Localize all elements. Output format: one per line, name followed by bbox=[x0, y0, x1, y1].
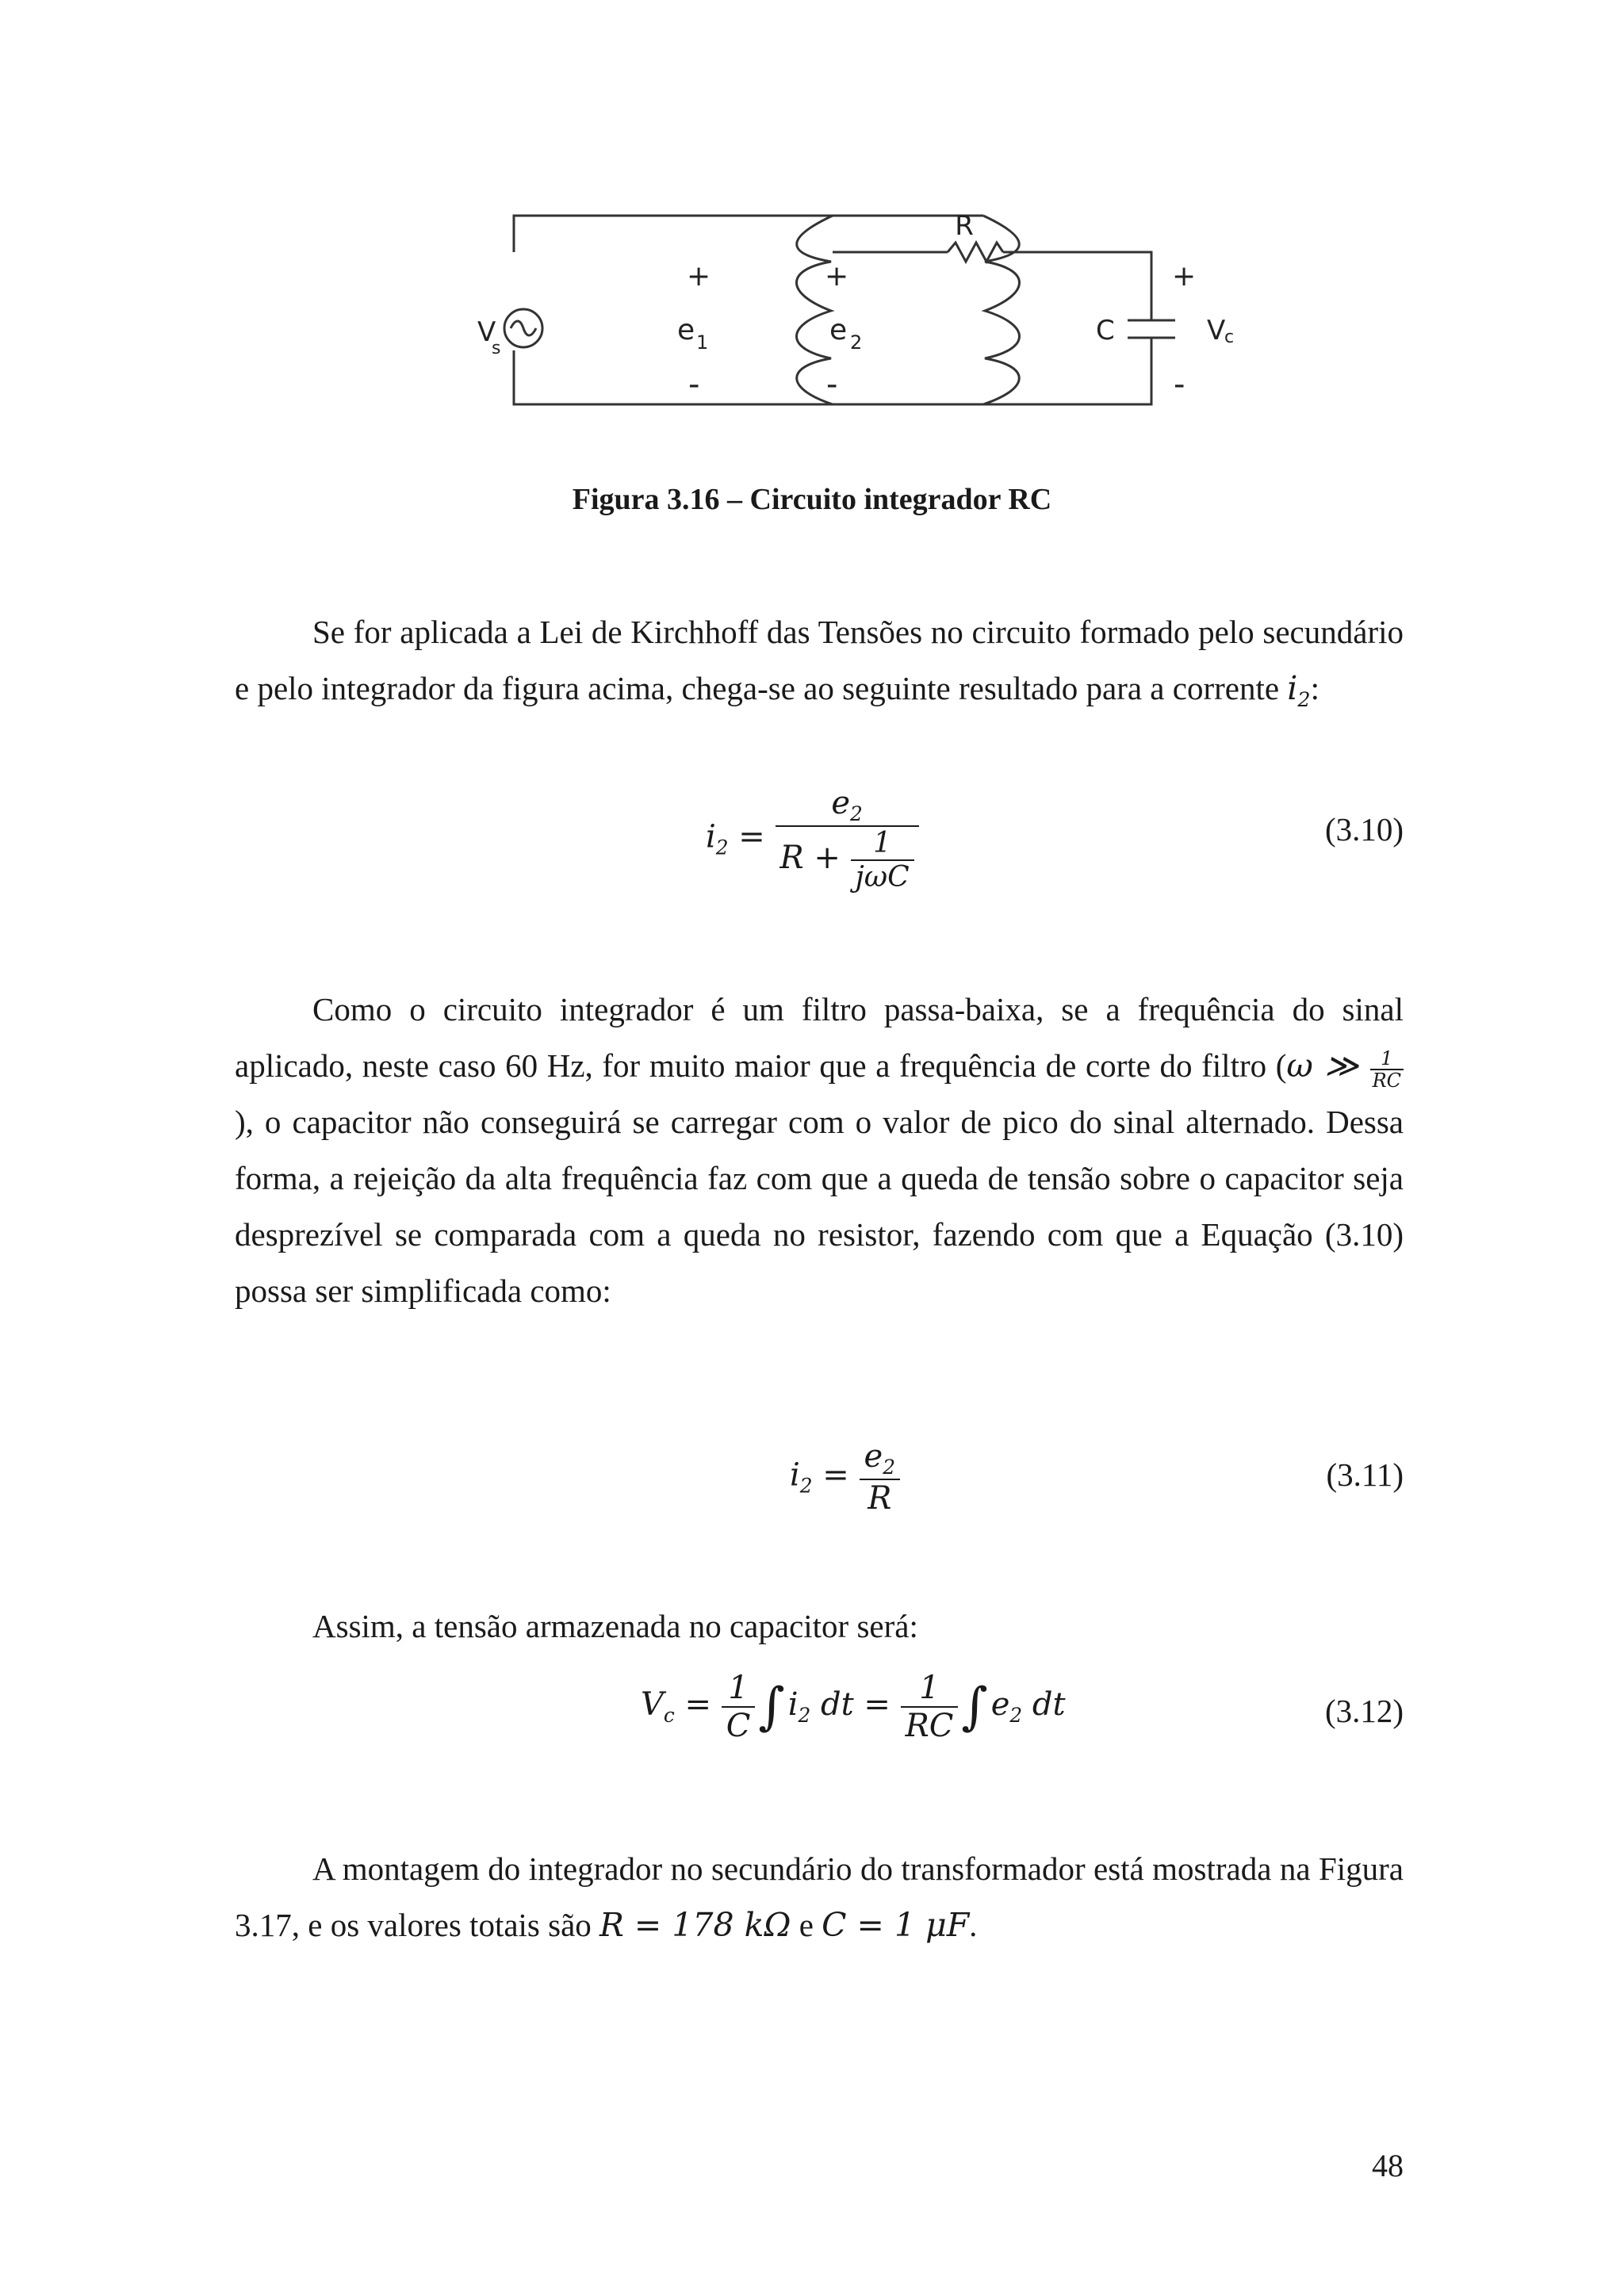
paragraph-3: Assim, a tensão armazenada no capacitor será: bbox=[312, 1608, 918, 1644]
equation-3-12: $V_c$ = $\frac{1}{C}$ ∫ $i_2$ dt = $\frac{1}{RC}$ ∫ $e_2$ dt bbox=[641, 1670, 1066, 1744]
equation-number-3-11: (3.11) bbox=[1326, 1456, 1404, 1493]
equation-3-10: $i_2$ = $e_2$ R + $\frac{1}{\text{jωC}}$ bbox=[706, 785, 919, 894]
p1-text: Se for aplicada a Lei de Kirchhoff das Tensões no circuito formado pelo secundário e pelo integrador da figura acima, chega-se ao seguinte resultado para a corrente bbox=[235, 614, 1404, 706]
e2-minus: - bbox=[826, 366, 838, 403]
p1-end: : bbox=[1310, 670, 1320, 706]
vc-label-sub: c bbox=[1224, 327, 1235, 347]
e1-sub: 1 bbox=[696, 331, 709, 354]
page-number: 48 bbox=[1372, 2148, 1404, 2183]
source-label: V bbox=[477, 316, 496, 348]
paragraph-2: Como o circuito integrador é um filtro passa-baixa, se a frequência do sinal aplicado, neste caso 60 Hz, for muito maior que a frequência de corte do filtro (ω ≫ $\frac{1}{RC}$ ), o capacitor não conseguirá se carregar com o valor de pico do sinal alternado. Dessa forma, a rejeição da alta frequência faz com que a queda de tensão sobre o capacitor seja desprezível se comparada com a queda no resistor, fazendo com que a Equação (3.10) possa ser simplificada como: bbox=[235, 991, 1404, 1309]
e2-sub: 2 bbox=[850, 331, 863, 354]
primary-wire-top bbox=[514, 216, 983, 252]
circuit-diagram bbox=[0, 0, 1624, 444]
wire-cap-to-bottom bbox=[833, 338, 1151, 404]
primary-coil bbox=[983, 216, 1020, 404]
e1-label: e bbox=[677, 314, 695, 346]
equation-number-3-10: (3.10) bbox=[1324, 811, 1404, 848]
resistor-label: R bbox=[955, 210, 974, 242]
figure-caption: Figura 3.16 – Circuito integrador RC bbox=[572, 483, 1052, 516]
wire-resistor-to-cap bbox=[1003, 252, 1151, 320]
source-wave bbox=[511, 321, 536, 335]
equation-3-11: $i_2$ = $\frac{e_2}{R}$ bbox=[790, 1438, 900, 1517]
vc-minus: - bbox=[1174, 366, 1185, 403]
e2-label: e bbox=[829, 314, 848, 346]
vc-plus: + bbox=[1172, 260, 1197, 293]
primary-wire-bottom bbox=[514, 350, 983, 404]
vc-label: V bbox=[1207, 315, 1226, 346]
equation-number-3-12: (3.12) bbox=[1324, 1693, 1404, 1729]
capacitor-label: C bbox=[1096, 315, 1115, 346]
e1-plus: + bbox=[687, 260, 711, 293]
p1-sub: 2 bbox=[1297, 687, 1311, 712]
source-label-sub: s bbox=[492, 339, 501, 358]
e1-minus: - bbox=[688, 366, 700, 403]
p1-var: i bbox=[1287, 669, 1298, 707]
paragraph-4: A montagem do integrador no secundário do transformador está mostrada na Figura 3.17, e os valores totais são R = 178 kΩ e C = 1 μF. bbox=[235, 1850, 1404, 1944]
paragraph-1 bbox=[235, 604, 1404, 728]
e2-plus: + bbox=[825, 260, 849, 293]
